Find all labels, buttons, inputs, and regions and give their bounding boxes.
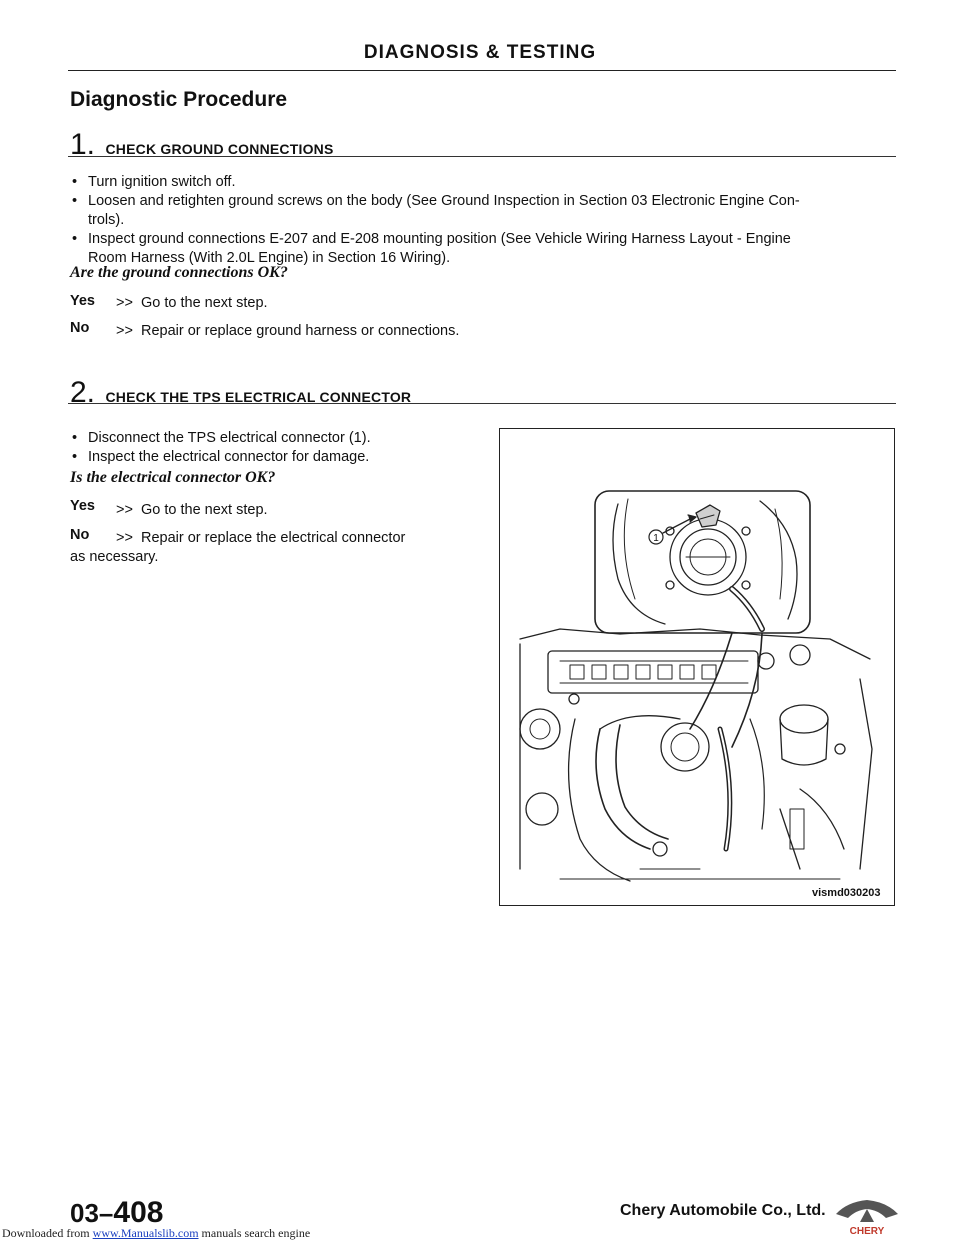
download-note: Downloaded from www.Manualslib.com manuals search engine xyxy=(2,1226,311,1240)
page-heading: Diagnostic Procedure xyxy=(70,88,288,111)
engine-illustration-figure xyxy=(499,428,895,906)
step-2-answer-yes-label: Yes xyxy=(70,498,95,514)
step-1-answer-yes-label: Yes xyxy=(70,293,95,309)
step-1-answer-yes: >> Go to the next step. xyxy=(116,295,268,311)
step-2-number: 2. xyxy=(70,376,96,409)
list-item: • Inspect ground connections E-207 and E-208 mounting position (See Vehicle Wiring Harness Layout - Engine Room Harness (With 2.0L Engine) in Section 16 Wiring). xyxy=(70,230,896,268)
step-2-divider xyxy=(68,403,896,404)
step-1-title: CHECK GROUND CONNECTIONS xyxy=(105,141,334,157)
step-2-answer-no-label: No xyxy=(70,527,90,543)
header-divider xyxy=(68,70,896,71)
logo-wordmark: CHERY xyxy=(849,1226,885,1236)
manualslib-link[interactable]: www.Manualslib.com xyxy=(92,1226,199,1240)
step-1-answer-no-label: No xyxy=(70,320,90,336)
step-1-divider xyxy=(68,156,896,157)
step-1-number: 1. xyxy=(70,128,96,161)
step-1-bullet-list xyxy=(70,173,896,268)
list-item: • Disconnect the TPS electrical connector (1). xyxy=(70,429,490,448)
list-item: • Inspect the electrical connector for damage. xyxy=(70,448,490,467)
figure-callout-1: 1 xyxy=(653,533,659,544)
step-2-question: Is the electrical connector OK? xyxy=(70,469,276,486)
engine-line-drawing xyxy=(500,429,894,905)
step-1-answer-no: >> Repair or replace ground harness or connections. xyxy=(116,323,460,339)
chery-logo-icon xyxy=(832,1196,902,1236)
step-2-answer-no-continuation: as necessary. xyxy=(70,549,159,565)
page-number: 03–408 xyxy=(70,1196,164,1229)
step-2-answer-no: >> Repair or replace the electrical connector xyxy=(116,530,406,546)
company-name: Chery Automobile Co., Ltd. xyxy=(620,1202,826,1219)
step-2-bullet-list xyxy=(70,429,490,467)
list-item: • Turn ignition switch off. xyxy=(70,173,896,192)
list-item: • Loosen and retighten ground screws on the body (See Ground Inspection in Section 03 Electronic Engine Con- trols). xyxy=(70,192,896,230)
step-2-answer-yes: >> Go to the next step. xyxy=(116,502,268,518)
step-2-heading xyxy=(70,376,411,410)
step-2-title: CHECK THE TPS ELECTRICAL CONNECTOR xyxy=(105,389,412,405)
figure-id: vismd030203 xyxy=(812,887,881,899)
section-header-title: DIAGNOSIS & TESTING xyxy=(363,42,597,63)
step-1-question: Are the ground connections OK? xyxy=(70,264,288,281)
